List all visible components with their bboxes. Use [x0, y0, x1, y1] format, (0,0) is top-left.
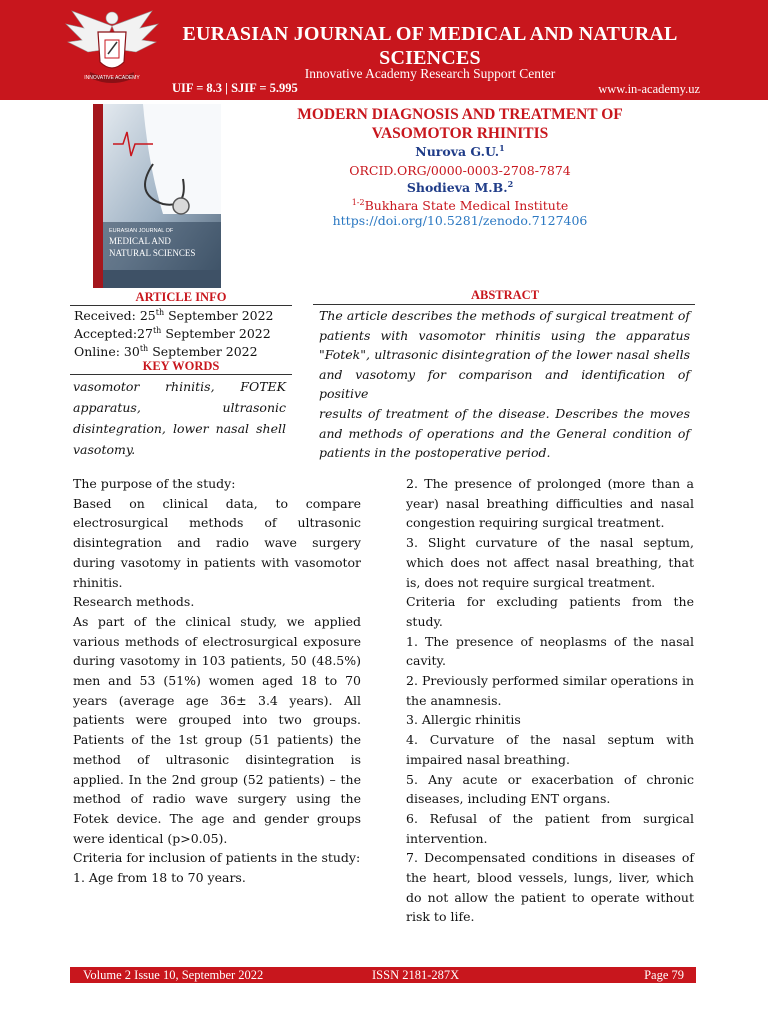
body-column-right — [406, 474, 694, 927]
body-paragraph: 7. Decompensated conditions in diseases of the heart, blood vessels, lungs, liver, which do not allow the patient to operate without risk to life. — [406, 850, 694, 925]
abstract-rule — [313, 304, 695, 305]
body-paragraph: 2. Previously performed similar operations in the anamnesis. — [406, 673, 694, 708]
article-info-heading: ARTICLE INFO — [135, 290, 227, 304]
journal-cover-image — [93, 104, 221, 288]
body-paragraph: 1. The presence of neoplasms of the nasal cavity. — [406, 633, 694, 669]
online-date: Online: 30th September 2022 — [74, 343, 258, 359]
author-2-sup: 2 — [507, 178, 514, 189]
body-paragraph: 2. The presence of prolonged (more than a year) nasal breathing difficulties and nasal congestion requiring surgical treatment. — [406, 476, 694, 531]
cover-line-1: EURASIAN JOURNAL OF — [109, 228, 174, 234]
abstract-para-1: The article describes the methods of surgical treatment of patients with vasomotor rhinitis using the apparatus "Fotek", ultrasonic disintegration of the lower nasal shells and vasotomy for comparison and identification of positive — [319, 308, 690, 402]
body-column-left — [73, 474, 361, 888]
support-center: Innovative Academy Research Support Center — [304, 66, 556, 81]
body-paragraph: 3. Allergic rhinitis — [406, 712, 521, 728]
body-paragraph: The purpose of the study: — [73, 476, 236, 491]
abstract-heading: ABSTRACT — [470, 288, 540, 302]
author-1-name: Nurova G.U. — [415, 144, 500, 159]
logo-caption: INNOVATIVE ACADEMY — [84, 75, 140, 81]
keywords-rule — [70, 374, 292, 375]
body-paragraph: 1. Age from 18 to 70 years. — [73, 870, 246, 886]
author-1-sup: 1 — [499, 142, 505, 153]
footer-page-number: Page 79 — [644, 968, 684, 982]
doi-link[interactable]: https://doi.org/10.5281/zenodo.7127406 — [332, 213, 588, 228]
article-info-rule — [70, 305, 292, 306]
journal-header — [0, 0, 768, 100]
body-paragraph: 5. Any acute or exacerbation of chronic diseases, including ENT organs. — [406, 771, 694, 807]
author-1 — [260, 143, 660, 161]
body-paragraph: As part of the clinical study, we applied various methods of electrosurgical exposure during vasotomy in 103 patients, 50 (48.5%) men and 53 (51%) women aged 18 to 70 years (average age 36± 3.4 years). All patients were grouped into two groups. Patients of the 1st group (51 patients) the method of ultrasonic disintegration is applied. In the 2nd group (52 patients) – the method of radio wave surgery using the Fotek device. The age and gender groups were identical (p>0.05). — [73, 613, 361, 846]
received-date: Received: 25th September 2022 — [74, 307, 274, 323]
author-2-name: Shodieva M.B. — [406, 180, 508, 195]
abstract-text — [319, 306, 690, 463]
keywords-heading: KEY WORDS — [142, 359, 220, 373]
body-paragraph: Criteria for excluding patients from the study. — [406, 594, 694, 629]
journal-title: EURASIAN JOURNAL OF MEDICAL AND NATURAL SCIENCES — [182, 23, 678, 69]
accepted-date: Accepted:27th September 2022 — [74, 325, 271, 341]
cover-line-2: MEDICAL AND — [109, 236, 171, 246]
abstract-para-2: results of treatment of the disease. Describes the moves and methods of operations and the General condition of patients in the postoperative period. — [319, 405, 690, 461]
keywords-text: vasomotor rhinitis, FOTEK apparatus, ultrasonic disintegration, lower nasal shell vasotomy. — [73, 379, 286, 457]
eagle-logo-icon — [62, 6, 162, 96]
impact-metrics: UIF = 8.3 | SJIF = 5.995 — [172, 81, 298, 95]
footer-issn: ISSN 2181-287X — [372, 968, 460, 982]
body-paragraph: 6. Refusal of the patient from surgical intervention. — [406, 810, 694, 846]
institution-sup: 1-2 — [351, 197, 365, 207]
body-paragraph: Research methods. — [73, 594, 195, 610]
footer-volume: Volume 2 Issue 10, September 2022 — [83, 968, 264, 982]
orcid-link[interactable]: ORCID.ORG/0000-0003-2708-7874 — [349, 163, 571, 178]
page-footer — [70, 967, 696, 983]
body-paragraph: 3. Slight curvature of the nasal septum, which does not affect nasal breathing, that is, does not require surgical treatment. — [406, 535, 694, 590]
article-dates — [74, 307, 274, 361]
institution-name: Bukhara State Medical Institute — [364, 198, 569, 213]
cover-line-3: NATURAL SCIENCES — [109, 248, 196, 258]
website-link[interactable]: www.in-academy.uz — [598, 82, 700, 96]
body-paragraph: Based on clinical data, to compare electrosurgical methods of ultrasonic disintegration and radio wave surgery during vasotomy in patients with vasomotor rhinitis. — [73, 495, 361, 590]
body-paragraph: 4. Curvature of the nasal septum with impaired nasal breathing. — [406, 732, 694, 767]
author-2 — [260, 179, 660, 197]
article-title: MODERN DIAGNOSIS AND TREATMENT OF VASOMOTOR RHINITIS — [297, 106, 623, 142]
body-paragraph: Criteria for inclusion of patients in the study: — [73, 850, 361, 866]
